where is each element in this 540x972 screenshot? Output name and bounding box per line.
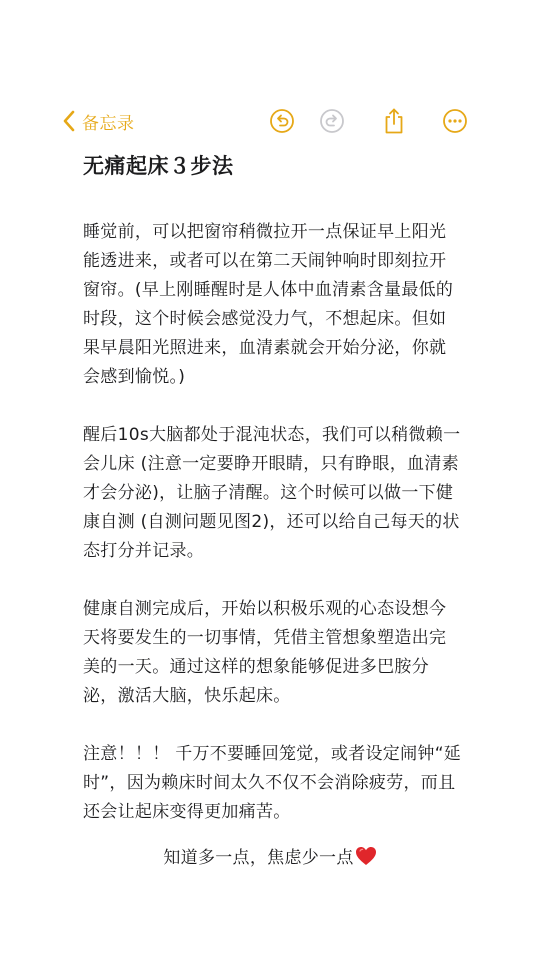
note-body[interactable] [83, 150, 463, 827]
back-label: 备忘录 [82, 113, 135, 134]
share-icon[interactable] [380, 107, 408, 135]
chevron-left-icon [62, 109, 76, 133]
note-paragraph: 健康自测完成后，开始以积极乐观的心态设想今天将要发生的一切事情，凭借主管想象塑造出完美的一天。通过这样的想象能够促进多巴胺分泌，激活大脑，快乐起床。 [83, 599, 447, 706]
back-button[interactable] [62, 105, 135, 137]
undo-icon[interactable] [268, 107, 296, 135]
note-title: 无痛起床３步法 [83, 154, 234, 178]
closing-line [0, 844, 540, 876]
redo-icon[interactable] [318, 107, 346, 135]
note-paragraph: 睡觉前，可以把窗帘稍微拉开一点保证早上阳光能透进来，或者可以在第二天闹钟响时即刻拉开窗帘。(早上刚睡醒时是人体中血清素含量最低的时段，这个时候会感觉没力气，不想起床。但如果早晨阳光照进来，血清素就会开始分泌，你就会感到愉悦。) [83, 222, 454, 387]
more-icon[interactable] [441, 107, 469, 135]
note-paragraph: 醒后10s大脑都处于混沌状态，我们可以稍微赖一会儿床 (注意一定要睁开眼睛，只有睁眼，血清素才会分泌)，让脑子清醒。这个时候可以做一下健康自测 (自测问题见图2)，还可以给自己每天的状态打分并记录。 [83, 425, 461, 561]
toolbar [0, 103, 540, 139]
note-paragraph: 注意！！！ 千万不要睡回笼觉，或者设定闹钟“延时”，因为赖床时间太久不仅不会消除疲劳，而且还会让起床变得更加痛苦。 [83, 744, 462, 822]
closing-text: 知道多一点，焦虑少一点 [163, 848, 354, 868]
heart-icon [355, 846, 377, 876]
